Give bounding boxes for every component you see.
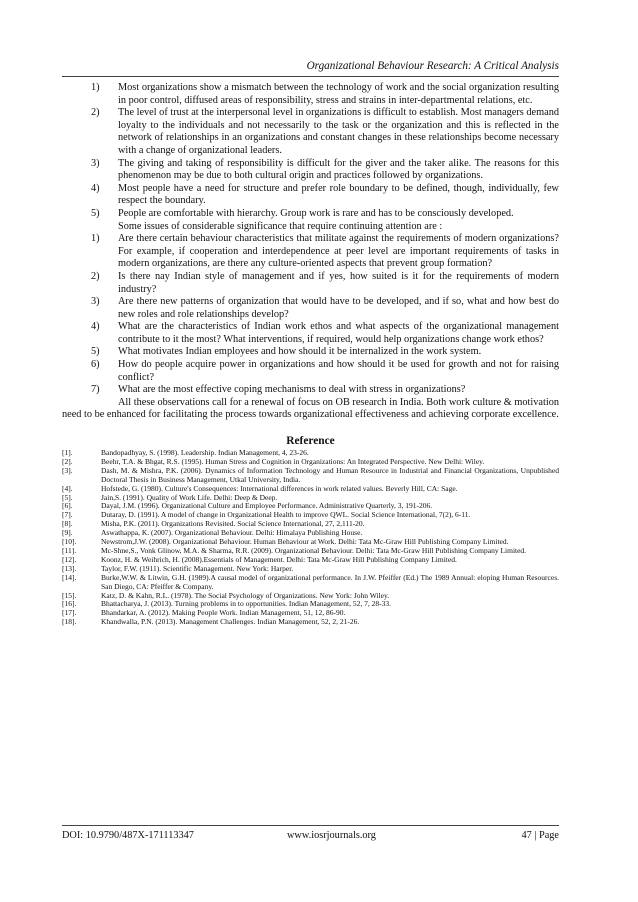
issue-item-number: 7) <box>91 384 100 396</box>
issue-item-text: Are there new patterns of organization that would have to be developed, and if so, what and how best do new roles and role relationships develop? <box>118 296 559 320</box>
issues-list <box>62 233 559 397</box>
reference-entry-text: Misha, P.K. (2011). Organizations Revisited. Social Science International, 27, 2,111-20. <box>101 519 365 529</box>
issue-item-number: 3) <box>91 296 100 308</box>
issue-item-number: 5) <box>91 346 100 358</box>
reference-entry-text: Beehr, T.A. & Bhgat, R.S. (1995). Human Stress and Cognition in Organizations: An Integrated Perspective. New Delhi: Wiley. <box>101 456 485 466</box>
observation-item-text: Most people have a need for structure and prefer role boundary to be defined, though, individually, few respect the boundary. <box>118 182 559 207</box>
reference-entry-text: Bandopadhyay, S. (1998). Leadership. Indian Management, 4, 23-26. <box>101 448 309 458</box>
issue-item-text: What are the characteristics of Indian work ethos and what aspects of the organizational management contribute to it the most? What interventions, if required, would help organizations change work ethos? <box>118 321 559 345</box>
reference-entry-text: Dash, M. & Mishra, P.K. (2006). Dynamics of Information Technology and Human Resource in Industrial and Financial Organizations, Unpublished Doctoral Thesis in Business Management, Utkal University, India. <box>101 465 559 484</box>
reference-entry-number: [15]. <box>62 590 77 600</box>
observation-item <box>62 158 559 183</box>
reference-entry-text: Koonz, H. & Weihrich, H. (2008).Essentials of Management. Delhi: Tata Mc-Graw Hill Publishing Company Limited. <box>101 554 457 564</box>
observation-item-number: 3) <box>91 157 100 169</box>
reference-entry-text: Mc-Shne,S., Vonk Glinow, M.A. & Sharma, R.R. (2009). Organizational Behaviour. Delhi: Tata Mc-Graw Hill Publishing Company Limited. <box>101 546 527 555</box>
observation-item-number: 5) <box>91 207 100 219</box>
issue-item <box>62 359 559 384</box>
observation-item <box>62 183 559 208</box>
observation-item <box>62 107 559 157</box>
issues-intro: Some issues of considerable significance that require continuing attention are : <box>118 220 443 232</box>
footer-page-number: 47 | Page <box>521 830 559 841</box>
closing-paragraph: All these observations call for a renewal of focus on OB research in India. Both work culture & motivation need to be enhanced for facilitating the process towards organizational effectiveness and achieving corporate excellence. <box>62 396 559 421</box>
reference-entry-text: Khandwalla, P.N. (2013). Management Challenges. Indian Management, 52, 2, 21-26. <box>101 617 360 627</box>
issue-item-number: 6) <box>91 359 100 371</box>
issue-item-text: Are there certain behaviour characteristics that militate against the requirements of modern organizations? For example, if cooperation and interdependence at peer level are important requirements of tasks in modern organizations, are there any culture-oriented aspects that prevent group formation? <box>118 233 559 270</box>
reference-entry-text: Burke,W.W. & Litwin, G.H. (1989).A causal model of organizational performance. In J.W. Pfeiffer (Ed.) The 1989 Annual: eloping Human Resources. San Diego, CA: Pfeiffer & Company. <box>101 572 559 591</box>
header-rule <box>62 76 559 77</box>
issue-item <box>62 384 559 397</box>
reference-entry-text: Bhattacharya, J. (2013). Turning problems in to opportunities. Indian Management, 52, 7, 28-33. <box>101 599 391 609</box>
reference-entry-number: [4]. <box>62 483 73 493</box>
reference-entry-text: Aswathappa, K. (2007). Organizational Behaviour. Delhi: Himalaya Publishing House. <box>101 528 363 538</box>
reference-entry-text: Dayal, J.M. (1996). Organizational Culture and Employee Performance. Administrative Quarterly, 3, 191-206. <box>101 501 433 511</box>
reference-entry-number: [11]. <box>62 546 77 555</box>
observation-item-text: Most organizations show a mismatch between the technology of work and the social organization resulting in poor control, diffused areas of responsibility, stress and strains in inter-departmental relations, etc. <box>118 82 559 106</box>
footer-rule <box>62 825 559 826</box>
observation-item-number: 2) <box>91 107 100 119</box>
reference-entry-number: [18]. <box>62 617 77 627</box>
reference-entry-text: Katz, D. & Kahn, R.L. (1978). The Social Psychology of Organizations. New York: John Wiley. <box>101 590 390 600</box>
issue-item-text: Is there nay Indian style of management and if yes, how suited is it for the requirements of modern industry? <box>118 270 559 295</box>
reference-entry-number: [16]. <box>62 599 77 609</box>
reference-entry-number: [9]. <box>62 528 73 538</box>
issue-item-number: 2) <box>91 270 100 282</box>
observation-item-number: 1) <box>91 82 100 93</box>
issue-item-number: 4) <box>91 321 100 333</box>
reference-entry-number: [14]. <box>62 572 77 582</box>
reference-entry-number: [2]. <box>62 456 73 466</box>
issue-item-text: What motivates Indian employees and how should it be internalized in the work system. <box>118 346 482 358</box>
references-list <box>62 449 559 627</box>
observation-item <box>62 208 559 221</box>
reference-entry-number: [12]. <box>62 554 77 564</box>
issue-item-text: What are the most effective coping mechanisms to deal with stress in organizations? <box>118 384 466 396</box>
observation-item-text: The giving and taking of responsibility is difficult for the giver and the taker alike. The reasons for this phenomenon may be due to both cultural origin and practices followed by organizations. <box>118 157 559 182</box>
observation-item <box>62 82 559 107</box>
issue-item <box>62 271 559 296</box>
observation-item-number: 4) <box>91 182 100 194</box>
reference-entry <box>62 467 559 485</box>
reference-entry-number: [5]. <box>62 492 73 502</box>
reference-entry-number: [1]. <box>62 448 73 458</box>
references-heading: Reference <box>286 435 335 448</box>
main-content <box>62 82 559 627</box>
reference-entry-text: Hofstede, G. (1980). Culture's Consequences: International differences in work related values. Beverly Hill, CA: Sage. <box>101 483 458 493</box>
reference-entry-text: Bhandarkar, A. (2012). Making People Work. Indian Management, 51, 12, 86-90. <box>101 608 346 618</box>
reference-entry-number: [10]. <box>62 537 77 547</box>
reference-entry-number: [17]. <box>62 608 77 618</box>
issue-item <box>62 346 559 359</box>
reference-entry-text: Jain,S. (1991). Quality of Work Life. Delhi: Deep & Deep. <box>101 492 278 502</box>
footer-doi: DOI: 10.9790/487X-171113347 <box>62 830 194 841</box>
footer-website: www.iosrjournals.org <box>287 830 376 841</box>
reference-entry-number: [8]. <box>62 519 73 529</box>
running-header: Organizational Behaviour Research: A Critical Analysis <box>306 60 559 72</box>
reference-entry-text: Dutaray, D. (1991). A model of change in Organizational Health to improve QWL. Social Science International, 7(2), 6-11. <box>101 510 471 520</box>
reference-entry-number: [3]. <box>62 465 73 475</box>
issue-item <box>62 296 559 321</box>
issue-item-number: 1) <box>91 233 100 245</box>
observation-item-text: People are comfortable with hierarchy. Group work is rare and has to be consciously developed. <box>118 207 514 219</box>
issue-item-text: How do people acquire power in organizations and how should it be used for growth and not for raising conflict? <box>118 359 559 383</box>
reference-entry-text: Taylor, F.W. (1911). Scientific Management. New York: Harper. <box>101 563 294 573</box>
reference-entry-number: [6]. <box>62 501 73 511</box>
observation-item-text: The level of trust at the interpersonal level in organizations is difficult to establish. Most managers demand loyalty to the individuals and not necessarily to the task or the organization and this is reflected in the network of relationships in an organizations and constant changes in these relationships become necessary with a change of organizational leaders. <box>118 107 559 156</box>
reference-entry-number: [7]. <box>62 510 73 520</box>
reference-entry <box>62 574 559 592</box>
reference-entry <box>62 618 559 627</box>
reference-entry-number: [13]. <box>62 563 77 573</box>
issue-item <box>62 321 559 346</box>
reference-entry-text: Newstrom,J.W. (2008). Organizational Behaviour. Human Behaviour at Work. Delhi: Tata Mc-Graw Hill Publishing Company Limited. <box>101 537 509 547</box>
issue-item <box>62 233 559 271</box>
observations-list <box>62 82 559 221</box>
